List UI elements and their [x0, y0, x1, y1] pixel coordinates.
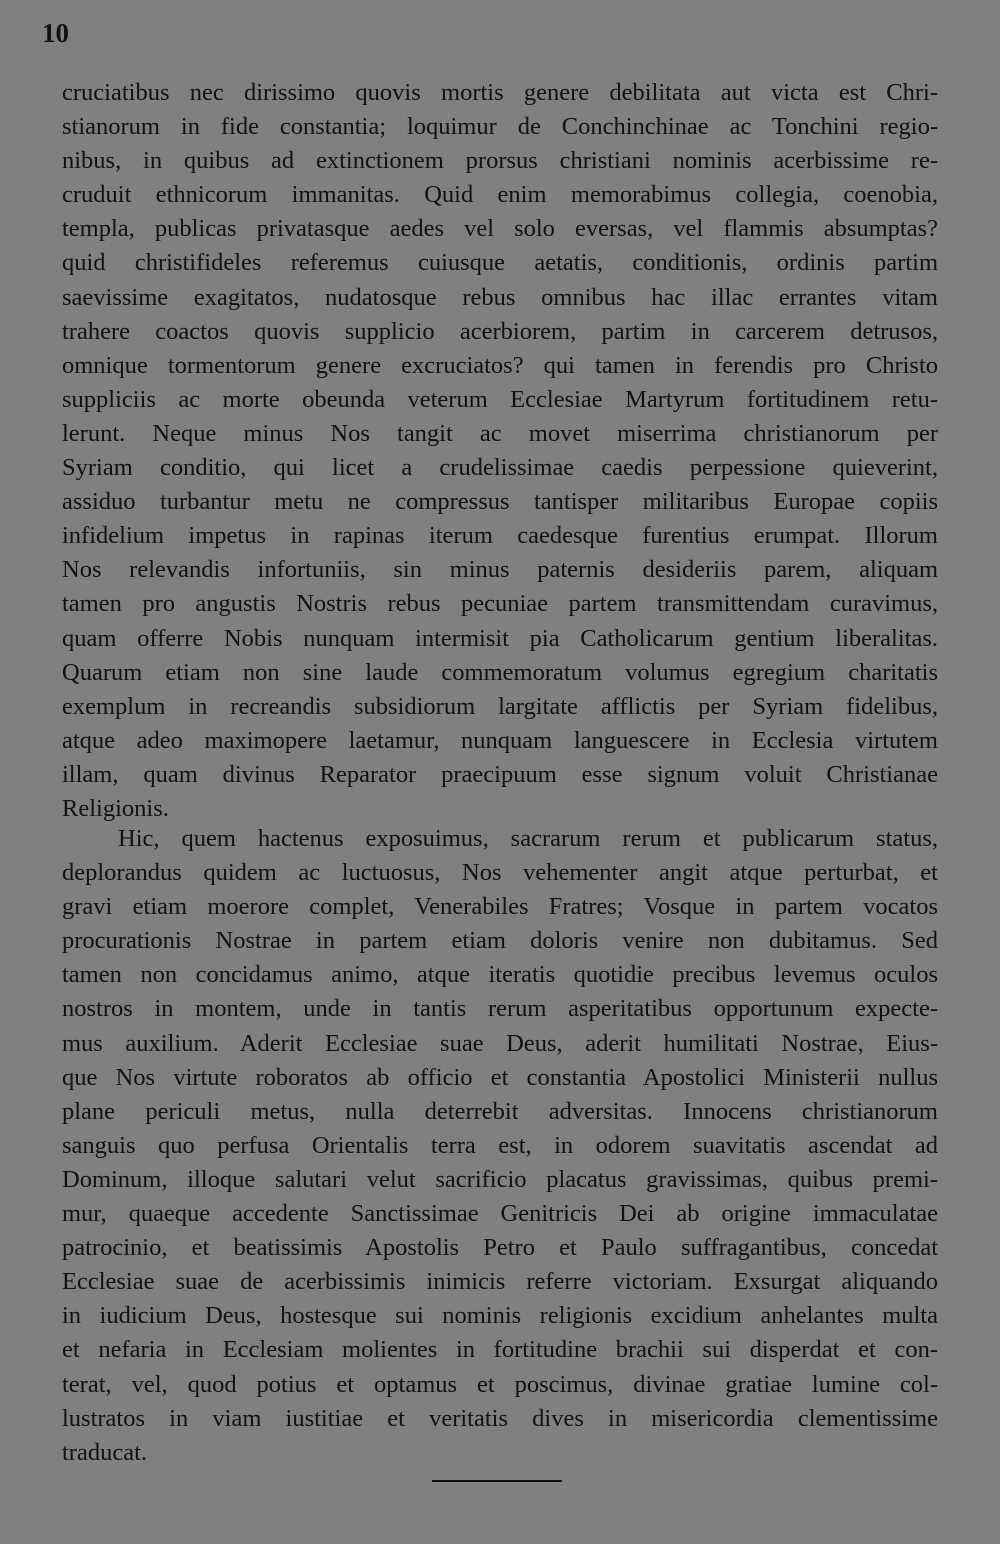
paragraph-2	[62, 822, 938, 1470]
text-line: cruduit ethnicorum immanitas. Quid enim memorabimus collegia, coenobia,	[62, 181, 938, 209]
text-line: traducat.	[62, 1438, 148, 1466]
text-line: Religionis.	[62, 794, 169, 822]
text-line: exemplum in recreandis subsidiorum largitate afflictis per Syriam fidelibus,	[62, 692, 938, 720]
text-line: illam, quam divinus Reparator praecipuum esse signum voluit Christianae	[62, 760, 938, 788]
text-line: assiduo turbantur metu ne compressus tantisper militaribus Europae copiis	[62, 488, 938, 516]
text-line: et nefaria in Ecclesiam molientes in fortitudine brachii sui disperdat et con-	[62, 1336, 938, 1364]
text-line: atque adeo maximopere laetamur, nunquam languescere in Ecclesia virtutem	[62, 726, 938, 754]
text-line: infidelium impetus in rapinas iterum caedesque furentius erumpat. Illorum	[62, 522, 938, 550]
text-line: stianorum in fide constantia; loquimur de Conchinchinae ac Tonchini regio-	[62, 113, 938, 141]
text-line: Nos relevandis infortuniis, sin minus paternis desideriis parem, aliquam	[62, 556, 938, 584]
page-number: 10	[42, 18, 69, 48]
text-line: Quarum etiam non sine laude commemoratum volumus egregium charitatis	[62, 658, 938, 686]
text-line: gravi etiam moerore complet, Venerabiles Fratres; Vosque in partem vocatos	[62, 893, 938, 921]
paragraph-1	[62, 76, 938, 826]
text-line: lustratos in viam iustitiae et veritatis dives in misericordia clementissime	[62, 1404, 938, 1432]
text-line: patrocinio, et beatissimis Apostolis Petro et Paulo suffragantibus, concedat	[62, 1234, 938, 1262]
text-line: Ecclesiae suae de acerbissimis inimicis referre victoriam. Exsurgat aliquando	[62, 1268, 938, 1296]
text-line: saevissime exagitatos, nudatosque rebus omnibus hac illac errantes vitam	[62, 283, 938, 311]
text-line: que Nos virtute roboratos ab officio et constantia Apostolici Ministerii nullus	[62, 1063, 938, 1091]
text-line: in iudicium Deus, hostesque sui nominis religionis excidium anhelantes multa	[62, 1302, 938, 1330]
text-line: Hic, quem hactenus exposuimus, sacrarum rerum et publicarum status,	[118, 825, 938, 852]
text-line: quid christifideles referemus cuiusque aetatis, conditionis, ordinis partim	[62, 249, 938, 277]
text-line: lerunt. Neque minus Nos tangit ac movet miserrima christianorum per	[62, 419, 938, 447]
text-line: Syriam conditio, qui licet a crudelissimae caedis perpessione quieverint,	[62, 454, 938, 482]
text-line: sanguis quo perfusa Orientalis terra est, in odorem suavitatis ascendat ad	[62, 1131, 938, 1159]
text-line: deplorandus quidem ac luctuosus, Nos vehementer angit atque perturbat, et	[62, 859, 938, 887]
text-line: terat, vel, quod potius et optamus et poscimus, divinae gratiae lumine col-	[62, 1370, 938, 1398]
text-line: omnique tormentorum genere excruciatos? qui tamen in ferendis pro Christo	[62, 351, 938, 379]
text-line: quam offerre Nobis nunquam intermisit pia Catholicarum gentium liberalitas.	[62, 624, 938, 652]
text-line: plane periculi metus, nulla deterrebit adversitas. Innocens christianorum	[62, 1097, 938, 1125]
text-line: mur, quaeque accedente Sanctissimae Genitricis Dei ab origine immaculatae	[62, 1200, 938, 1228]
text-line: suppliciis ac morte obeunda veterum Ecclesiae Martyrum fortitudinem retu-	[62, 385, 938, 413]
text-line: nostros in montem, unde in tantis rerum asperitatibus opportunum expecte-	[62, 995, 938, 1023]
text-line: trahere coactos quovis supplicio acerbiorem, partim in carcerem detrusos,	[62, 317, 938, 345]
text-line: tamen non concidamus animo, atque iteratis quotidie precibus levemus oculos	[62, 961, 938, 989]
text-line: templa, publicas privatasque aedes vel solo eversas, vel flammis absumptas?	[62, 215, 938, 243]
text-line: cruciatibus nec dirissimo quovis mortis genere debilitata aut victa est Chri-	[62, 79, 938, 106]
text-line: Dominum, illoque salutari velut sacrificio placatus gravissimas, quibus premi-	[62, 1165, 938, 1193]
text-line: procurationis Nostrae in partem etiam doloris venire non dubitamus. Sed	[62, 927, 938, 955]
text-line: tamen pro angustis Nostris rebus pecuniae partem transmittendam curavimus,	[62, 590, 938, 618]
text-line: nibus, in quibus ad extinctionem prorsus christiani nominis acerbissime re-	[62, 147, 938, 175]
text-line: mus auxilium. Aderit Ecclesiae suae Deus, aderit humilitati Nostrae, Eius-	[62, 1029, 938, 1057]
footer-rule	[432, 1480, 562, 1482]
